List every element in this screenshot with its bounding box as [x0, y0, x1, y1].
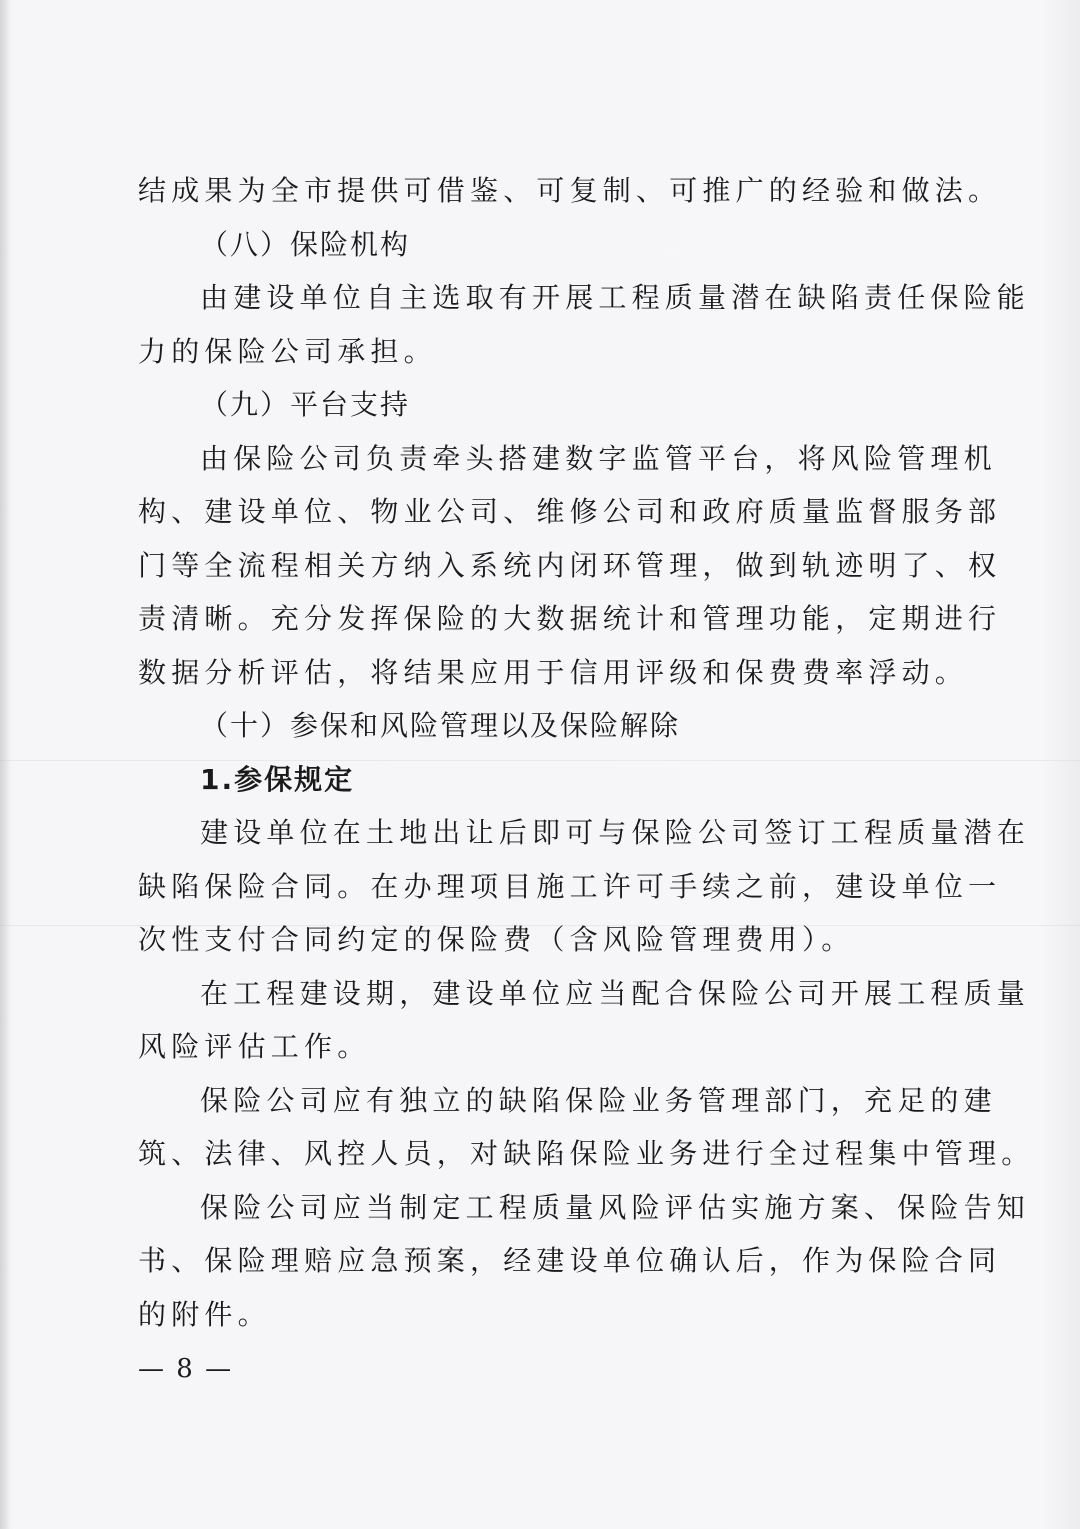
paragraph-line: 数据分析评估，将结果应用于信用评级和保费费率浮动。: [138, 655, 969, 689]
section-heading-10: （十）参保和风险管理以及保险解除: [200, 709, 681, 742]
paragraph-line: 保险公司应有独立的缺陷保险业务管理部门，充足的建: [200, 1083, 997, 1117]
paragraph-line: 建设单位在土地出让后即可与保险公司签订工程质量潜在: [200, 816, 1031, 849]
paragraph-line: 门等全流程相关方纳入系统内闭环管理，做到轨迹明了、权: [138, 548, 1002, 582]
paragraph-line: 结成果为全市提供可借鉴、可复制、可推广的经验和做法。: [138, 174, 1002, 207]
paragraph-line: 的附件。: [138, 1297, 271, 1331]
paragraph-line: 责清晰。充分发挥保险的大数据统计和管理功能，定期进行: [138, 602, 1002, 635]
paragraph-line: 在工程建设期，建设单位应当配合保险公司开展工程质量: [200, 976, 1031, 1010]
page-edge-shadow: [0, 0, 10, 1529]
section-heading-8: （八）保险机构: [200, 227, 411, 261]
paragraph-line: 由保险公司负责牵头搭建数字监管平台，将风险管理机: [200, 441, 997, 475]
page-number: — 8 —: [138, 1354, 234, 1384]
subsection-heading: 1.参保规定: [200, 762, 355, 796]
paragraph-line: 保险公司应当制定工程质量风险评估实施方案、保险告知: [200, 1190, 1031, 1224]
paragraph-line: 书、保险理赔应急预案，经建设单位确认后，作为保险合同: [138, 1244, 1002, 1277]
paragraph-line: 力的保险公司承担。: [138, 334, 437, 368]
paragraph-line: 风险评估工作。: [138, 1030, 371, 1063]
paragraph-line: 构、建设单位、物业公司、维修公司和政府质量监督服务部: [138, 495, 1002, 528]
section-heading-9: （九）平台支持: [200, 388, 411, 421]
document-body: [138, 164, 1035, 1341]
paragraph-line: 次性支付合同约定的保险费（含风险管理费用）。: [138, 923, 855, 956]
paragraph-line: 由建设单位自主选取有开展工程质量潜在缺陷责任保险能: [200, 281, 1031, 314]
paragraph-line: 缺陷保险合同。在办理项目施工许可手续之前，建设单位一: [138, 869, 1002, 903]
paragraph-line: 筑、法律、风控人员，对缺陷保险业务进行全过程集中管理。: [138, 1137, 1035, 1170]
